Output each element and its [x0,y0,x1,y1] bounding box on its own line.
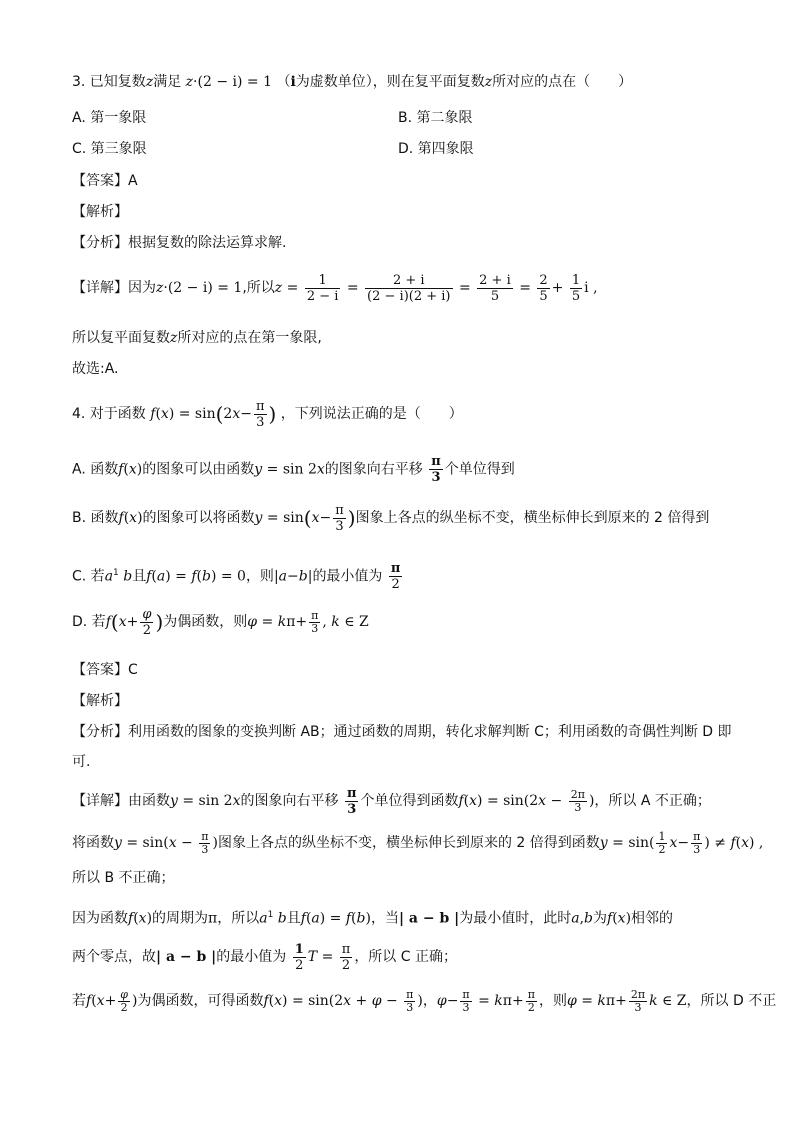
q3-option-c: C. 第三象限 [72,141,147,157]
q4-stem: 4. 对于函数 f(x) = sin(2x− $\frac{\pi}{3}$ ) ，下列说法正确的是（ ） [72,398,463,430]
q4-detail-4: 因为函数f(x)的周期为π，所以$a^1$ b且f(a) = f(b)，当| a − b |为最小值时，此时a,b为f(x)相邻的 [72,910,674,927]
q3-jiexi: 【解析】 [72,204,128,220]
q4-jiexi: 【解析】 [72,693,128,709]
q3-option-d: D. 第四象限 [398,141,474,157]
q4-option-a: A. 函数f(x)的图象可以由函数y = sin 2x的图象向右平移 $\frac{\pi}{3}$ 个单位得到 [72,454,515,485]
q4-detail-2: 将函数y = sin(x − $\frac{\pi}{3}$ )图象上各点的纵坐标不变，横坐标伸长到原来的 2 倍得到函数y = sin( $\frac{1}{2}$ x− $\frac{\pi}{3}$ ) ≠ f(x) , [72,829,764,856]
q4-detail-3: 所以 B 不正确； [72,870,175,886]
q4-analysis-line1: 【分析】利用函数的图象的变换判断 AB；通过函数的周期，转化求解判断 C；利用函数的奇偶性判断 D 即 [72,724,732,740]
q3-option-b: B. 第二象限 [398,110,473,126]
q4-analysis-line2: 可. [72,754,91,770]
q4-detail-1: 【详解】由函数y = sin 2x的图象向右平移 $\frac{\pi}{3}$ 个单位得到函数f(x) = sin(2x − $\frac{2\pi}{3}$ )，所以 A 不正确； [72,785,711,817]
q3-answer: 【答案】A [72,173,138,189]
q4-option-d: D. 若f(x+ $\frac{\varphi}{2}$ )为偶函数，则φ = kπ+ $\frac{\pi}{3}$ , k ∈ Z [72,606,369,638]
q3-option-a: A. 第一象限 [72,110,147,126]
q3-detail: 【详解】因为z·(2 − i) = 1,所以z = $\frac{1}{2 - i}$ = $\frac{2 + i}{(2 - i)(2 + i)}$ = $\frac{2 + i}{5}$ = $\frac{2}{5}$ + $\frac{1}{5}$ i , [72,272,598,304]
q4-option-b: B. 函数f(x)的图象可以将函数y = sin(x− $\frac{\pi}{3}$ )图象上各点的纵坐标不变，横坐标伸长到原来的 2 倍得到 [72,502,710,534]
q3-conclusion: 所以复平面复数z所对应的点在第一象限, [72,330,322,346]
q4-detail-5: 两个零点，故| a − b |的最小值为 $\frac{1}{2}$ T = $\frac{\pi}{2}$ ，所以 C 正确； [72,941,457,973]
q4-answer: 【答案】C [72,662,138,678]
q4-option-c: C. 若$a^1$ b且f(a) = f(b) = 0，则|a−b|的最小值为 $\frac{\pi}{2}$ [72,561,401,593]
q3-analysis: 【分析】根据复数的除法运算求解. [72,235,287,251]
q3-choice: 故选:A. [72,361,119,377]
q4-detail-6: 若f(x+ $\frac{\varphi}{2}$ )为偶函数，可得函数f(x) = sin(2x + φ − $\frac{\pi}{3}$ )，φ− $\frac{\pi}{3}$ = kπ+ $\frac{\pi}{2}$ ，则φ = kπ+ $\frac{2\pi}{3}$ k ∈ Z，所以 D 不正 [72,987,777,1014]
q3-stem: 3. 已知复数z满足 z·(2 − i) = 1 （i为虚数单位），则在复平面复数z所对应的点在（ ） [72,74,633,90]
